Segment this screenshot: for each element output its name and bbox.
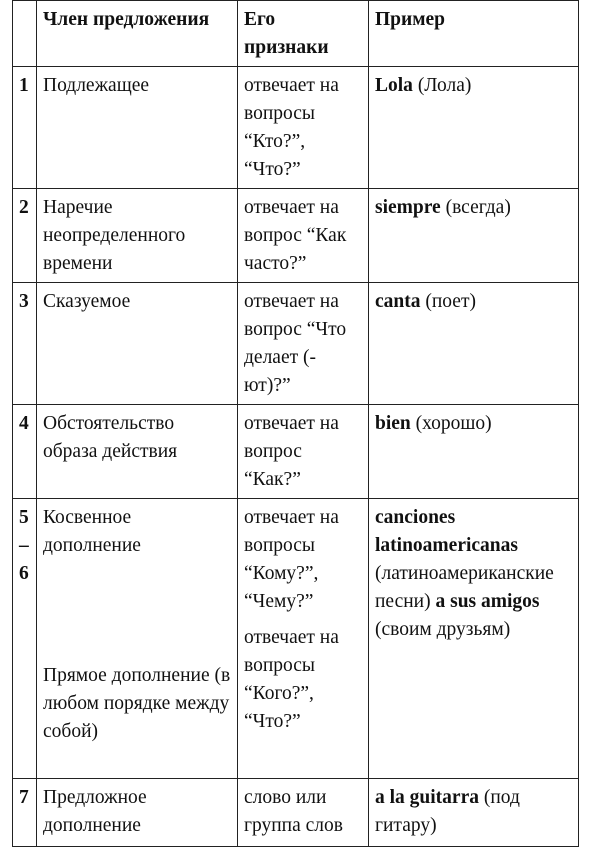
row-number: 4 — [13, 405, 37, 499]
table-row — [13, 67, 579, 189]
indirect-object-label: Косвенное дополнение — [43, 507, 141, 556]
row-number: 1 — [13, 67, 37, 189]
header-member: Член предложения — [37, 1, 238, 67]
row-signs: отвечает на вопрос “Как часто?” — [238, 189, 369, 283]
row-example: Lola (Лола) — [369, 67, 579, 189]
row-member: Предложное дополнение — [37, 779, 238, 847]
row-example: bien (хорошо) — [369, 405, 579, 499]
row-member: Обстоятельство образа действия — [37, 405, 238, 499]
row-example: a la guitarra (под гитару) — [369, 779, 579, 847]
row-signs: отвечает на вопрос “Что делает (-ют)?” — [238, 283, 369, 405]
row-example: canta (поет) — [369, 283, 579, 405]
table-row — [13, 189, 579, 283]
table-row — [13, 405, 579, 499]
row-number: 7 — [13, 779, 37, 847]
table-row — [13, 499, 579, 779]
header-row — [13, 1, 579, 67]
row-signs: отвечает на вопрос “Как?” — [238, 405, 369, 499]
row-signs: отвечает на вопросы “Кто?”, “Что?” — [238, 67, 369, 189]
direct-object-label: Прямое дополнение (в любом порядке между собой) — [43, 665, 231, 742]
row-member: Сказуемое — [37, 283, 238, 405]
sentence-members-table — [12, 0, 579, 847]
header-number — [13, 1, 37, 67]
table-row — [13, 283, 579, 405]
row-signs: отвечает на вопросы “Кому?”, “Чему?” отвечает на вопросы “Кого?”, “Что?” — [238, 499, 369, 779]
row-example: siempre (всегда) — [369, 189, 579, 283]
row-signs: слово или группа слов — [238, 779, 369, 847]
row-member — [37, 499, 238, 779]
row-example: canciones latinoamericanas (латиноамериканские песни) a sus amigos (своим друзьям) — [369, 499, 579, 779]
row-number: 5 – 6 — [13, 499, 37, 779]
row-number: 3 — [13, 283, 37, 405]
table-row — [13, 779, 579, 847]
header-example: Пример — [369, 1, 579, 67]
row-member: Подлежащее — [37, 67, 238, 189]
row-number: 2 — [13, 189, 37, 283]
header-signs: Его признаки — [238, 1, 369, 67]
row-member: Наречие неопределенного времени — [37, 189, 238, 283]
